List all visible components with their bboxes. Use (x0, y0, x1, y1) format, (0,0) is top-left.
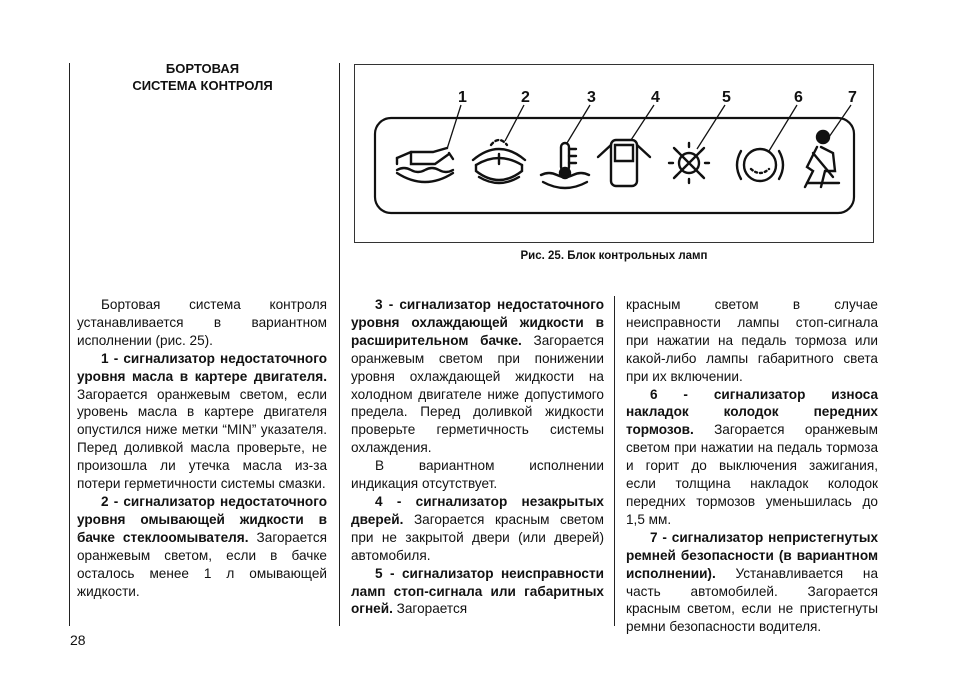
brake-pad-wear-icon (737, 149, 783, 181)
lamp-number-3: 3 (587, 89, 596, 106)
paragraph-heading: 3 - сигнализатор недостаточного уровня охлаждающей жидкости в расширительном бачке. (351, 297, 604, 348)
page-number: 28 (70, 632, 86, 648)
section-title (95, 60, 310, 94)
leader-line-3 (567, 105, 590, 143)
paragraph-text: Загорается оранжевым светом при нажатии на педаль тормоза и горит до выключения зажигания, если толщина накладок колодок передних тормозов уменьшилась до 1,5 мм. (626, 422, 878, 527)
section-title-line-2: СИСТЕМА КОНТРОЛЯ (132, 78, 273, 93)
paragraph-text: Устанавливается на часть автомобилей. Загорается красным светом, если не пристегнуты ремни безопасности водителя. (626, 565, 878, 635)
paragraph-text: Загорается оранжевым светом, если в бачке осталось менее 1 л омывающей жидкости. (77, 529, 328, 599)
brake-light-fault-icon (669, 143, 709, 183)
paragraph (77, 296, 327, 350)
coolant-level-icon (541, 143, 589, 188)
lamp-number-6: 6 (794, 89, 803, 106)
lamp-number-1: 1 (458, 89, 467, 106)
paragraph (351, 565, 604, 619)
column-rule-middle (339, 63, 340, 626)
paragraph-text: Загорается (392, 601, 468, 617)
lamp-number-2: 2 (521, 89, 530, 106)
seatbelt-icon (805, 131, 839, 187)
paragraph (351, 296, 604, 457)
text-column-1 (77, 296, 327, 600)
lamp-number-7: 7 (848, 89, 857, 106)
paragraph (351, 493, 604, 565)
leader-line-1 (447, 105, 461, 149)
column-rule-right (614, 296, 615, 626)
paragraph-heading: 7 - сигнализатор непристегнутых ремней безопасности (в вариантном исполнении). (626, 529, 878, 581)
paragraph (351, 457, 604, 493)
paragraph-text: Бортовая система контроля устанавливается в вариантном исполнении (рис. 25). (77, 297, 327, 348)
figure-caption: Рис. 25. Блок контрольных ламп (520, 250, 708, 262)
lamp-number-4: 4 (651, 89, 660, 106)
lamp-panel-drawing (355, 65, 875, 244)
paragraph (626, 386, 878, 529)
section-title-line-1: БОРТОВАЯ (165, 61, 240, 76)
paragraph-heading: 6 - сигнализатор износа накладок колодок передних тормозов. (626, 386, 878, 438)
text-column-2 (351, 296, 604, 618)
paragraph-text: Загорается красным светом при не закрытой двери (или дверей) автомобиля. (351, 511, 604, 563)
paragraph-heading: 4 - сигнализатор незакрытых дверей. (351, 493, 604, 527)
leader-line-6 (769, 105, 797, 151)
leader-line-4 (631, 105, 654, 140)
figure-lamp-panel (354, 64, 874, 243)
text-column-3 (626, 296, 878, 636)
paragraph (626, 529, 878, 636)
column-rule-left (69, 63, 70, 626)
paragraph (77, 493, 327, 600)
lamp-number-5: 5 (722, 89, 731, 106)
paragraph-heading: 5 - сигнализатор неисправности ламп стоп-сигнала или габаритных огней. (351, 565, 604, 617)
leader-line-5 (697, 105, 725, 149)
paragraph (626, 296, 878, 386)
paragraph-text: красным светом в случае неисправности лампы стоп-сигнала при нажатии на педаль тормоза или какой-либо лампы габаритного света при их включении. (626, 297, 878, 384)
paragraph-text: Загорается оранжевым светом, если уровень масла в картере двигателя опустился ниже метки “MIN” указателя. Перед доливкой масла проверьте, не произошла ли утечка масла из-за потери герметичности системы смазки. (77, 386, 327, 492)
leader-line-2 (505, 105, 524, 141)
paragraph (77, 350, 327, 493)
paragraph-heading: 2 - сигнализатор недостаточного уровня омывающей жидкости в бачке стеклоомывателя. (77, 493, 327, 545)
paragraph-text: В вариантном исполнении индикация отсутствует. (351, 458, 604, 492)
oil-level-icon (397, 148, 453, 182)
paragraph-text: Загорается оранжевым светом при понижении уровня охлаждающей жидкости на холодном двигателе ниже допустимого предела. Перед доливкой жидкости проверьте герметичность системы охлаждения. (351, 332, 604, 456)
paragraph-heading: 1 - сигнализатор недостаточного уровня масла в картере двигателя. (77, 350, 327, 384)
washer-fluid-icon (473, 140, 525, 183)
door-ajar-icon (598, 140, 650, 186)
